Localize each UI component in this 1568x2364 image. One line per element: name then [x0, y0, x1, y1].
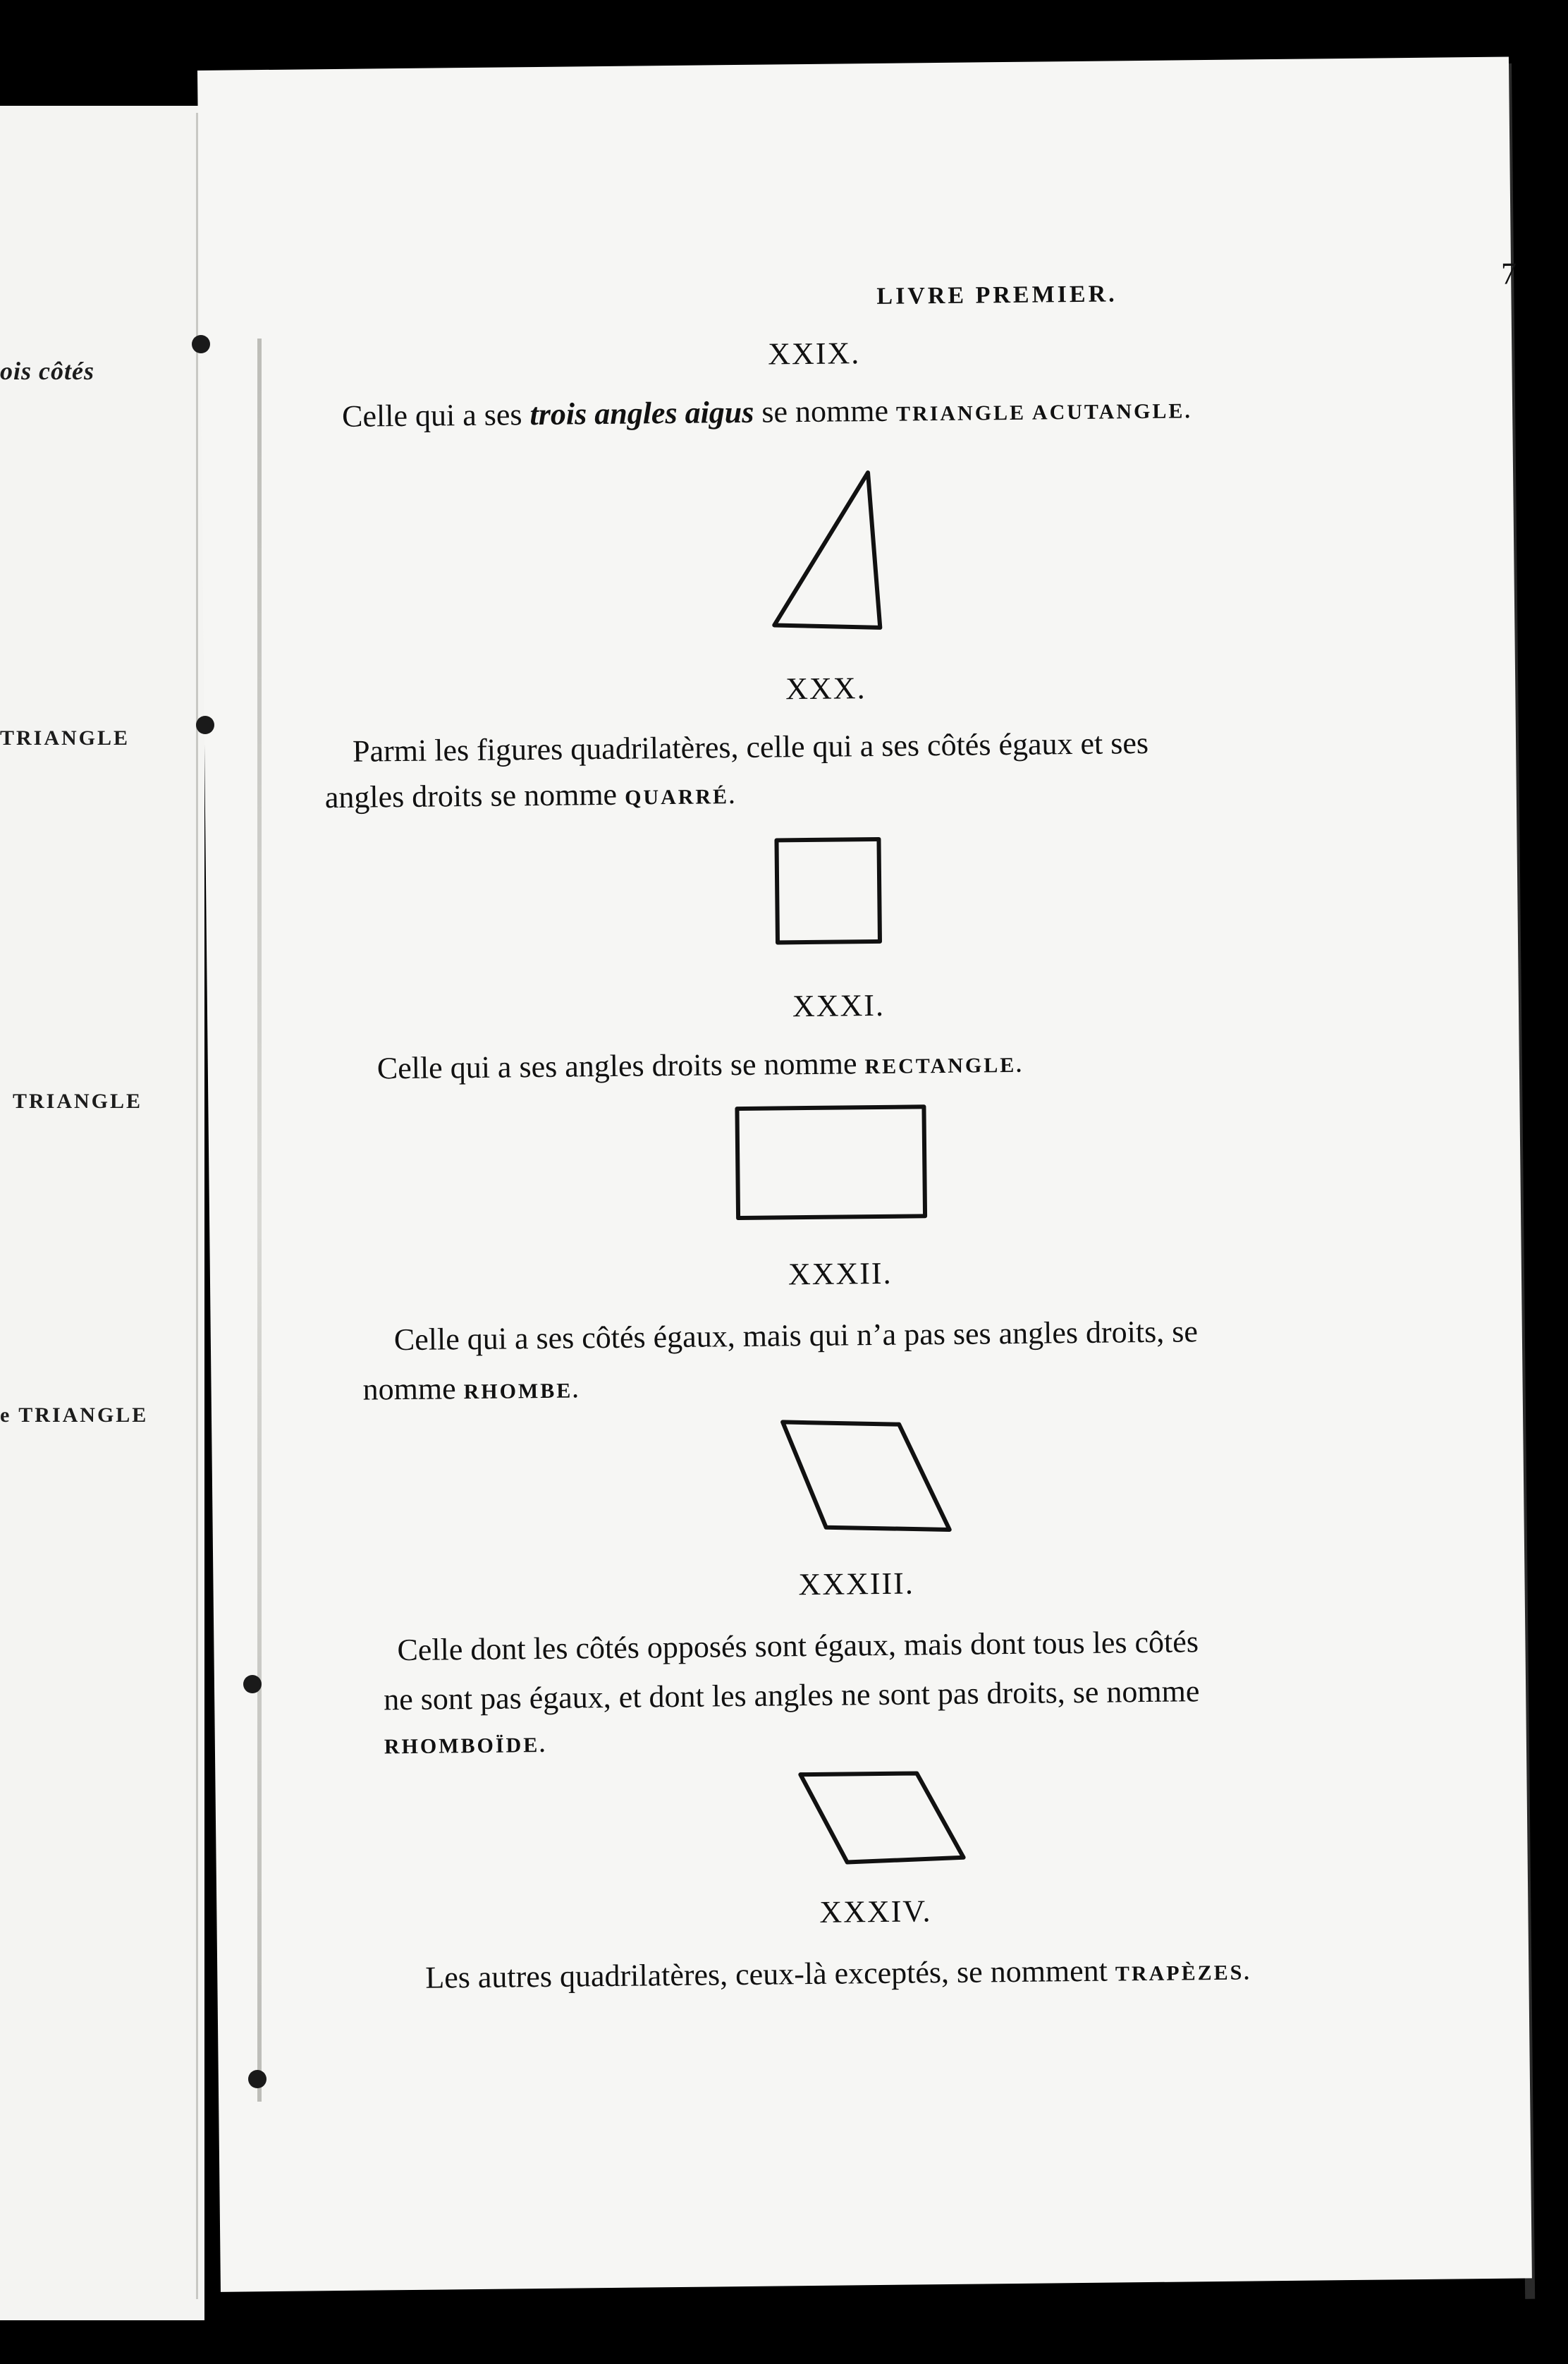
rhomboid-shape [800, 1773, 963, 1863]
left-fragment-4: e TRIANGLE [0, 1403, 149, 1427]
binding-thread [257, 339, 262, 2102]
page-number: 7 [1500, 256, 1517, 291]
rhombus-shape [783, 1420, 950, 1531]
section-xxxiii-line1: Celle dont les côtés opposés sont égaux, mais dont tous les côtés [397, 1624, 1199, 1668]
section-number-xxxii: XXXII. [788, 1255, 893, 1292]
rhomboid-icon [793, 1766, 978, 1874]
section-xxxii-line2: nomme RHOMBE. [362, 1371, 580, 1407]
rectangle-icon [730, 1099, 936, 1229]
section-xxx-line2: angles droits se nomme QUARRÉ. [324, 776, 737, 815]
section-xxxiv-text: Les autres quadrilatères, ceux-là exceptés, se nomment TRAPÈZES. [425, 1953, 1251, 1995]
binding-stitch [248, 2070, 267, 2088]
section-xxxi-text: Celle qui a ses angles droits se nomme RECTANGLE. [376, 1046, 1024, 1086]
page-gutter [196, 113, 198, 2299]
term-quarre: QUARRÉ. [624, 785, 737, 810]
triangle-shape [773, 473, 880, 629]
section-number-xxxiii: XXXIII. [798, 1566, 915, 1602]
section-xxix-text: Celle qui a ses trois angles aigus se nomme TRIANGLE ACUTANGLE. [341, 393, 1193, 434]
section-xxx-line1: Parmi les figures quadrilatères, celle qui a ses côtés égaux et ses [352, 725, 1149, 769]
left-page [0, 106, 204, 2320]
term-rhomboide: RHOMBOÏDE. [384, 1733, 547, 1759]
section-number-xxxiv: XXXIV. [819, 1894, 932, 1930]
term-trapezes: TRAPÈZES. [1115, 1961, 1251, 1986]
binding-stitch [196, 716, 214, 734]
term-rhombe: RHOMBE. [463, 1379, 580, 1404]
term-triangle-acutangle: TRIANGLE ACUTANGLE. [895, 399, 1193, 426]
section-xxxiii-line2: ne sont pas égaux, et dont les angles ne sont pas droits, se nomme [383, 1674, 1200, 1717]
rhombus-icon [776, 1413, 960, 1542]
section-xxxii-line1: Celle qui a ses côtés égaux, mais qui n’a pas ses angles droits, se [393, 1314, 1199, 1358]
rectangle-shape [737, 1107, 925, 1218]
binding-stitch [192, 335, 210, 353]
square-shape [776, 839, 880, 943]
binding-stitch [243, 1675, 262, 1693]
left-fragment-1: ois côtés [0, 357, 94, 385]
left-fragment-3: TRIANGLE [13, 1090, 143, 1113]
square-icon [769, 832, 890, 953]
running-title: LIVRE PREMIER. [876, 281, 1117, 310]
right-page [197, 57, 1532, 2292]
term-rectangle: RECTANGLE. [864, 1053, 1024, 1079]
section-number-xxxi: XXXI. [792, 987, 886, 1024]
section-number-xxix: XXIX. [767, 336, 861, 372]
triangle-icon [766, 465, 909, 635]
section-number-xxx: XXX. [785, 671, 866, 707]
left-fragment-2: TRIANGLE [0, 726, 130, 750]
